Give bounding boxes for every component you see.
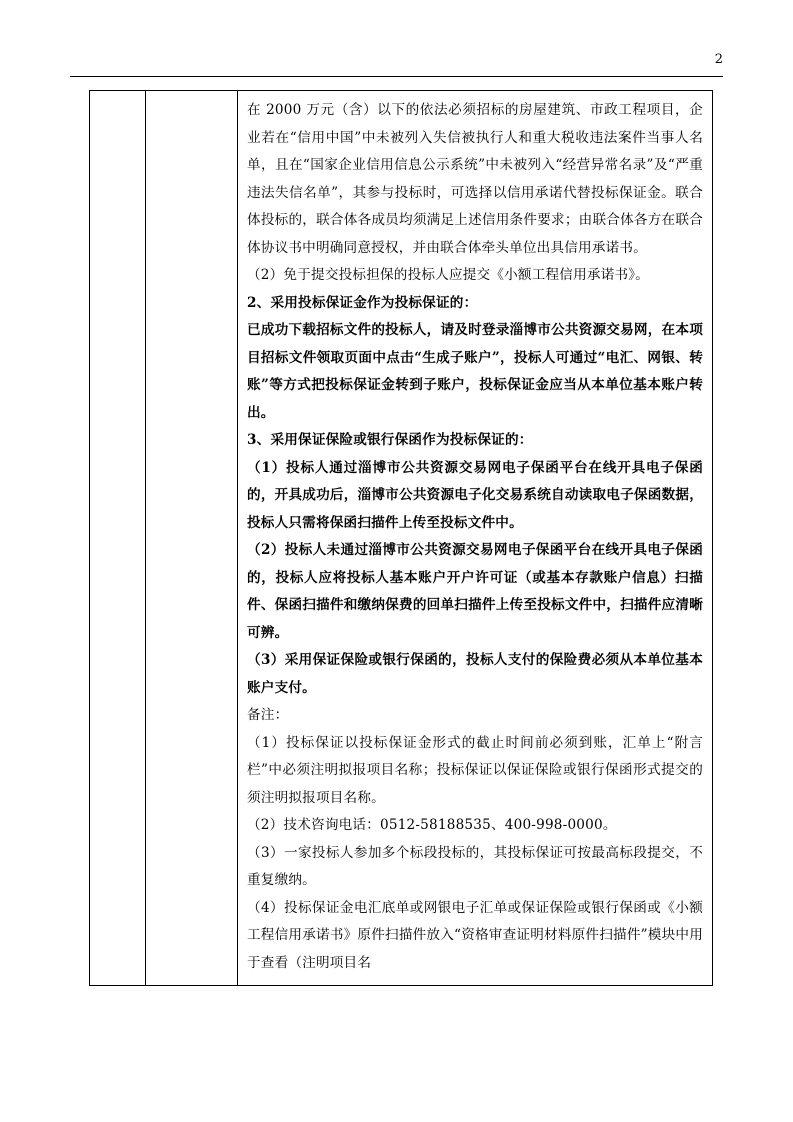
paragraph-9: 备注： [247, 707, 289, 723]
paragraph-13: （4）投标保证金电汇底单或网银电子汇单或保证保险或银行保函或《小额工程信用承诺书》原件扫描件放入“资格审查证明材料原件扫描件”模块中用于查看（注明项目名 [247, 899, 703, 971]
paragraph-1: 在 2000 万元（含）以下的依法必须招标的房屋建筑、市政工程项目，企业若在“信用中国”中未被列入失信被执行人和重大税收违法案件当事人名单，且在“国家企业信用信息公示系统”中未被列入“经营异常名录”及“严重违法失信名单”，其参与投标时，可选择以信用承诺代替投标保证金。联合体投标的，联合体各成员均须满足上述信用条件要求；由联合体各方在联合体协议书中明确同意授权，并由联合体牵头单位出具信用承诺书。 [247, 102, 703, 256]
content-table [89, 90, 713, 986]
paragraph-4: 已成功下载招标文件的投标人，请及时登录淄博市公共资源交易网，在本项目招标文件领取页面中点击“生成子账户”，投标人可通过“电汇、网银、转账”等方式把投标保证金转到子账户，投标保证金应当从本单位基本账户转出。 [247, 322, 703, 421]
page-header [70, 52, 723, 86]
table-cell-body [238, 91, 713, 986]
paragraph-5: 3、采用保证保险或银行保函作为投标保证的： [247, 432, 533, 448]
paragraph-6: （1）投标人通过淄博市公共资源交易网电子保函平台在线开具电子保函的，开具成功后，淄博市公共资源电子化交易系统自动读取电子保函数据，投标人只需将保函扫描件上传至投标文件中。 [247, 459, 703, 531]
table-cell-middle [146, 91, 238, 986]
paragraph-3: 2、采用投标保证金作为投标保证的： [247, 294, 478, 311]
paragraph-2: （2）免于提交投标担保的投标人应提交《小额工程信用承诺书》。 [247, 267, 650, 283]
paragraph-12: （3）一家投标人参加多个标段投标的，其投标保证可按最高标段提交，不重复缴纳。 [247, 844, 703, 888]
paragraph-7: （2）投标人未通过淄博市公共资源交易网电子保函平台在线开具电子保函的，投标人应将投标人基本账户开户许可证（或基本存款账户信息）扫描件、保函扫描件和缴纳保费的回单扫描件上传至投标文件中，扫描件应清晰可辨。 [247, 542, 703, 641]
page-number: 2 [714, 52, 723, 67]
header-divider [70, 76, 723, 77]
paragraph-11: （2）技术咨询电话：0512-58188535、400-998-0000。 [247, 817, 617, 833]
table-cell-left [90, 91, 146, 986]
paragraph-10: （1）投标保证以投标保证金形式的截止时间前必须到账，汇单上“附言栏”中必须注明拟报项目名称；投标保证以保证保险或银行保函形式提交的须注明拟报项目名称。 [247, 734, 703, 806]
table-row [90, 91, 713, 986]
table-cell-left-content [90, 91, 145, 105]
table-cell-middle-content [146, 91, 237, 105]
paragraph-8: （3）采用保证保险或银行保函的，投标人支付的保险费必须从本单位基本账户支付。 [247, 652, 703, 696]
body-text-block [238, 91, 712, 985]
